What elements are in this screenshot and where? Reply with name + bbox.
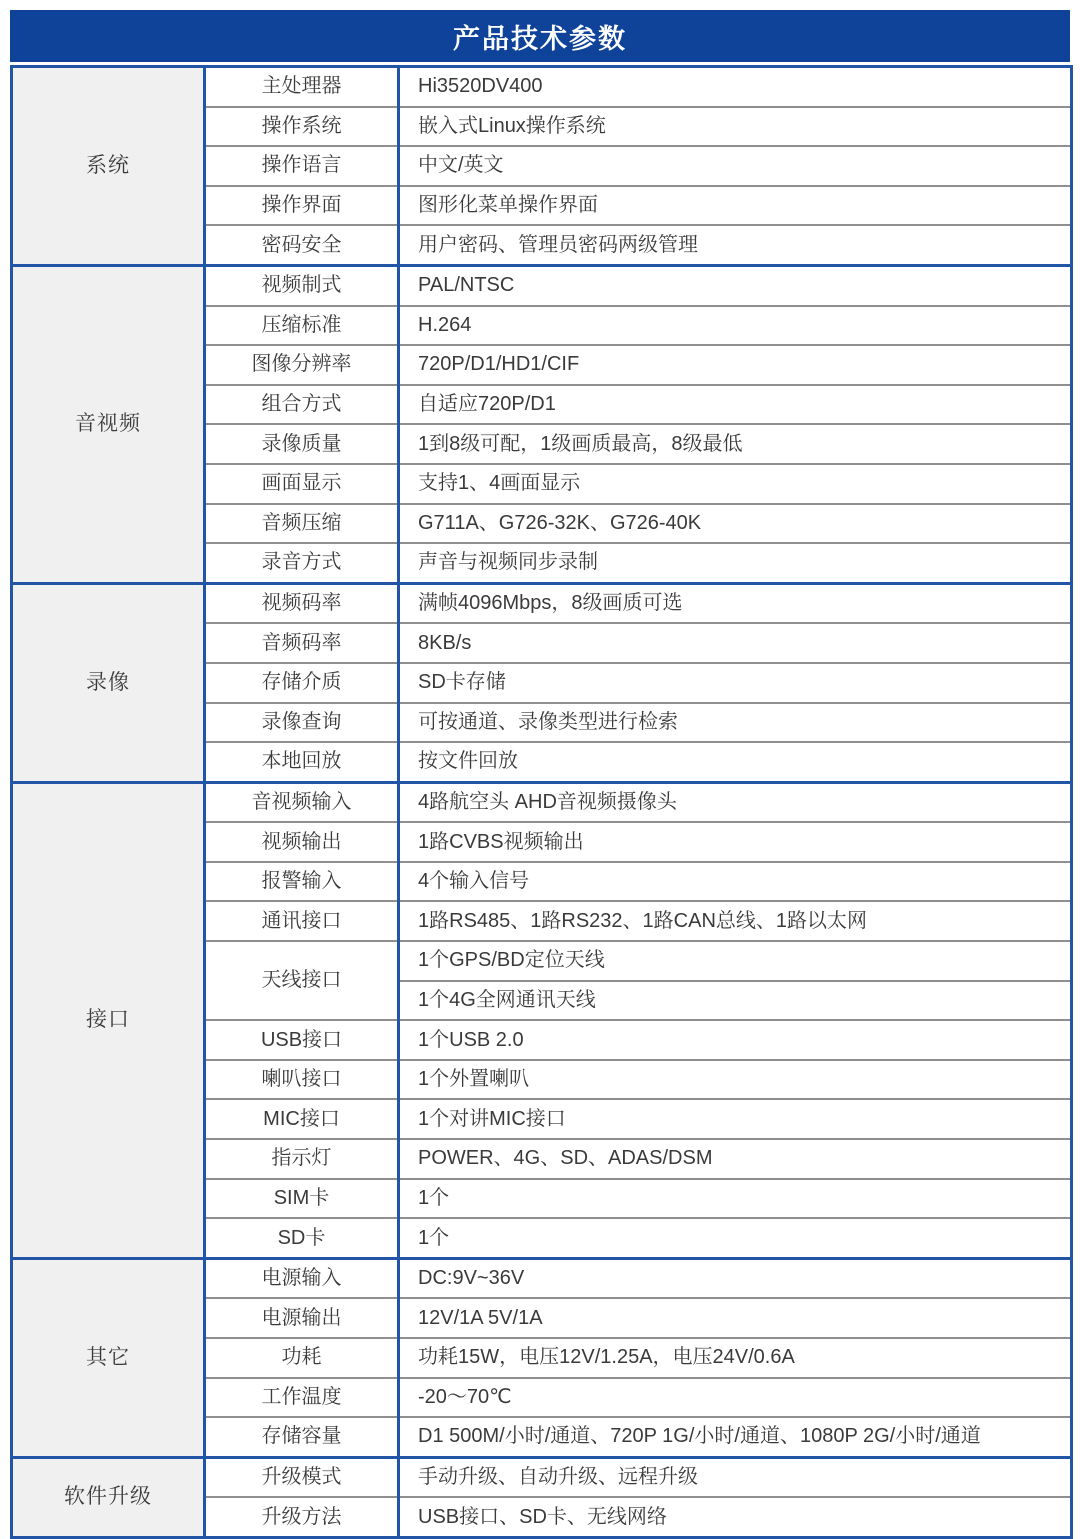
spec-label: 录音方式: [205, 543, 399, 583]
spec-value: 1个4G全网通讯天线: [399, 981, 1072, 1021]
spec-label: 升级模式: [205, 1457, 399, 1497]
spec-row: [12, 782, 1072, 822]
spec-value: 8KB/s: [399, 623, 1072, 663]
spec-row: [12, 265, 1072, 305]
spec-value: G711A、G726-32K、G726-40K: [399, 504, 1072, 544]
spec-group: [12, 1457, 1072, 1537]
spec-label: 录像查询: [205, 703, 399, 743]
spec-category: 软件升级: [12, 1457, 205, 1537]
spec-label: 操作语言: [205, 146, 399, 186]
spec-label: 图像分辨率: [205, 345, 399, 385]
spec-value: PAL/NTSC: [418, 274, 515, 297]
spec-value: D1 500M/小时/通道、720P 1G/小时/通道、1080P 2G/小时/通道: [399, 1417, 1072, 1457]
spec-value: 1个: [399, 1179, 1072, 1219]
spec-label: 视频输出: [205, 822, 399, 862]
spec-label: 通讯接口: [205, 901, 399, 941]
spec-label: 电源输出: [205, 1298, 399, 1338]
spec-label: 存储介质: [205, 663, 399, 703]
spec-value: 12V/1A 5V/1A: [399, 1298, 1072, 1338]
spec-label: 密码安全: [205, 225, 399, 265]
spec-value: 1路RS485、1路RS232、1路CAN总线、1路以太网: [399, 901, 1072, 941]
spec-label: 存储容量: [205, 1417, 399, 1457]
spec-value: 可按通道、录像类型进行检索: [399, 703, 1072, 743]
spec-label: 操作界面: [205, 186, 399, 226]
spec-label: 指示灯: [205, 1139, 399, 1179]
spec-label: 压缩标准: [205, 306, 399, 346]
spec-value: 1个外置喇叭: [399, 1060, 1072, 1100]
spec-label: 音频码率: [205, 623, 399, 663]
spec-row: [12, 1457, 1072, 1497]
spec-label: 本地回放: [205, 742, 399, 782]
spec-label: 喇叭接口: [205, 1060, 399, 1100]
spec-row: [12, 67, 1072, 107]
spec-label: 报警输入: [205, 862, 399, 902]
spec-group: [12, 1258, 1072, 1457]
spec-value: 手动升级、自动升级、远程升级: [418, 1466, 698, 1489]
spec-label: 天线接口: [205, 941, 399, 1020]
spec-group: [12, 67, 1072, 266]
spec-value: 嵌入式Linux操作系统: [399, 107, 1072, 147]
table-title: 产品技术参数: [10, 10, 1070, 62]
spec-value: 720P/D1/HD1/CIF: [399, 345, 1072, 385]
spec-category: 系统: [12, 67, 205, 266]
spec-label: 功耗: [205, 1338, 399, 1378]
spec-category: 接口: [12, 782, 205, 1258]
spec-label: 视频制式: [205, 265, 399, 305]
spec-label: 主处理器: [205, 67, 399, 107]
spec-value: 用户密码、管理员密码两级管理: [399, 225, 1072, 265]
spec-value: 支持1、4画面显示: [399, 464, 1072, 504]
spec-value: 自适应720P/D1: [399, 385, 1072, 425]
spec-value: H.264: [399, 306, 1072, 346]
spec-label: 画面显示: [205, 464, 399, 504]
spec-value: 满帧4096Mbps，8级画质可选: [418, 592, 683, 615]
spec-label: 音频压缩: [205, 504, 399, 544]
spec-label: MIC接口: [205, 1099, 399, 1139]
spec-value: 功耗15W，电压12V/1.25A，电压24V/0.6A: [399, 1338, 1072, 1378]
spec-label: 电源输入: [205, 1258, 399, 1298]
spec-value: SD卡存储: [399, 663, 1072, 703]
spec-label: 升级方法: [205, 1497, 399, 1537]
spec-group: [12, 782, 1072, 1258]
spec-value: DC:9V~36V: [418, 1267, 525, 1290]
spec-label: SD卡: [205, 1218, 399, 1258]
spec-category: 其它: [12, 1258, 205, 1457]
spec-label: 音视频输入: [205, 782, 399, 822]
spec-value: 1个USB 2.0: [399, 1020, 1072, 1060]
spec-label: 操作系统: [205, 107, 399, 147]
spec-value: 1个GPS/BD定位天线: [399, 941, 1072, 981]
spec-category: 音视频: [12, 265, 205, 583]
spec-value: 1路CVBS视频输出: [399, 822, 1072, 862]
spec-value: Hi3520DV400: [418, 75, 543, 98]
spec-value: 4个输入信号: [399, 862, 1072, 902]
spec-value: 声音与视频同步录制: [399, 543, 1072, 583]
spec-label: 录像质量: [205, 424, 399, 464]
spec-row: [12, 583, 1072, 623]
spec-value: 1个对讲MIC接口: [399, 1099, 1072, 1139]
spec-group: [12, 583, 1072, 782]
spec-value: 图形化菜单操作界面: [399, 186, 1072, 226]
spec-value: -20～70℃: [399, 1378, 1072, 1418]
spec-group: [12, 265, 1072, 583]
spec-row: [12, 1258, 1072, 1298]
spec-value: 中文/英文: [399, 146, 1072, 186]
spec-value: 1个: [399, 1218, 1072, 1258]
spec-category: 录像: [12, 583, 205, 782]
spec-value: 1到8级可配，1级画质最高，8级最低: [399, 424, 1072, 464]
spec-value: 按文件回放: [399, 742, 1072, 782]
spec-value: USB接口、SD卡、无线网络: [399, 1497, 1072, 1537]
spec-table: [10, 65, 1073, 1539]
spec-label: 工作温度: [205, 1378, 399, 1418]
spec-value: POWER、4G、SD、ADAS/DSM: [399, 1139, 1072, 1179]
spec-label: 视频码率: [205, 583, 399, 623]
spec-label: 组合方式: [205, 385, 399, 425]
spec-label: SIM卡: [205, 1179, 399, 1219]
spec-value: 4路航空头 AHD音视频摄像头: [418, 790, 677, 813]
spec-label: USB接口: [205, 1020, 399, 1060]
